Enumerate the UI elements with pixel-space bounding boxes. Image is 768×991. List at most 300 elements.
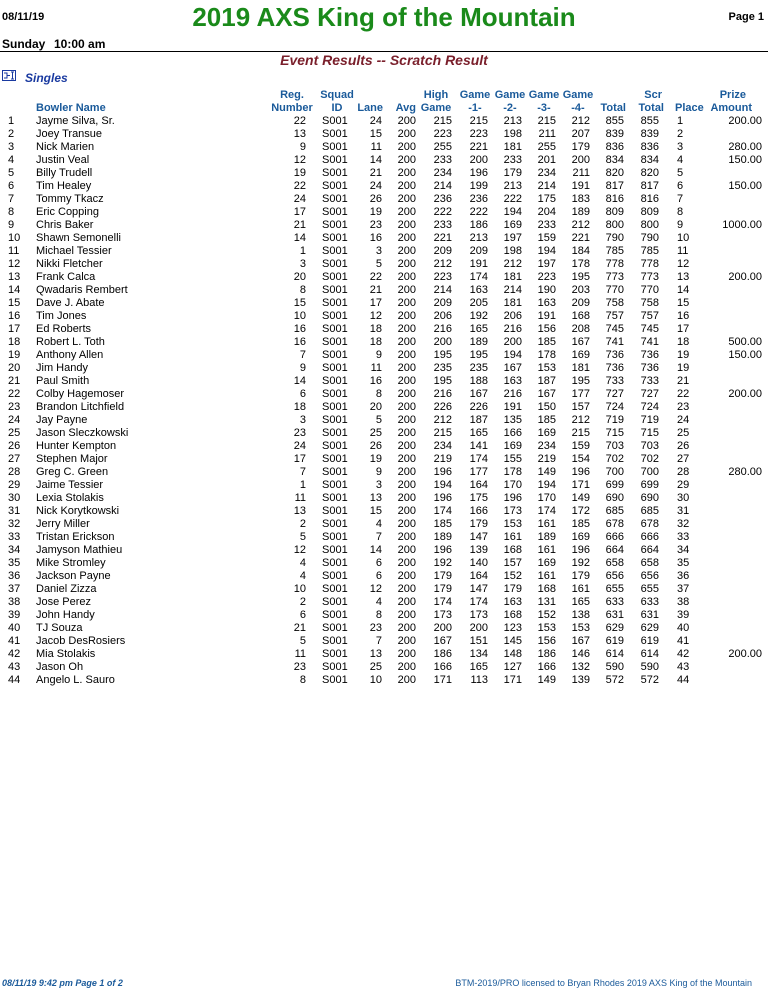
table-row	[0, 180, 768, 193]
cell-high: 196	[433, 466, 452, 478]
cell-scr-total: 855	[640, 115, 659, 127]
cell-game3: 159	[537, 232, 556, 244]
cell-game3: 186	[537, 648, 556, 660]
cell-total: 572	[605, 674, 624, 686]
cell-name: Colby Hagemoser	[36, 388, 125, 400]
cell-name: Nick Marien	[36, 141, 95, 153]
cell-place: 3	[677, 141, 684, 153]
cell-total: 741	[605, 336, 624, 348]
col-g1-top: Game	[459, 89, 491, 101]
cell-game3: 161	[537, 570, 556, 582]
cell-game2: 198	[503, 128, 522, 140]
cell-name: Angelo L. Sauro	[36, 674, 115, 686]
cell-game4: 177	[571, 388, 590, 400]
cell-total: 855	[605, 115, 624, 127]
cell-name: Ed Roberts	[36, 323, 92, 335]
cell-scr-total: 590	[640, 661, 659, 673]
cell-reg: 13	[293, 505, 306, 517]
cell-place: 33	[677, 531, 690, 543]
cell-high: 171	[433, 674, 452, 686]
cell-game4: 161	[571, 583, 590, 595]
cell-place: 5	[677, 167, 684, 179]
cell-avg: 200	[397, 492, 416, 504]
cell-place: 32	[677, 518, 690, 530]
cell-avg: 200	[397, 531, 416, 543]
cell-game1: 164	[469, 570, 488, 582]
cell-game2: 196	[503, 492, 522, 504]
cell-avg: 200	[397, 245, 416, 257]
table-row	[0, 362, 768, 375]
col-squad-bottom: ID	[331, 102, 343, 114]
cell-game4: 132	[571, 661, 590, 673]
cell-total: 700	[605, 466, 624, 478]
cell-reg: 4	[299, 557, 306, 569]
cell-game4: 189	[571, 206, 590, 218]
cell-rank: 35	[8, 557, 21, 569]
cell-name: Jay Payne	[36, 414, 88, 426]
cell-game3: 201	[537, 154, 556, 166]
cell-lane: 14	[369, 154, 382, 166]
cell-high: 209	[433, 297, 452, 309]
cell-lane: 5	[375, 258, 382, 270]
cell-reg: 10	[293, 583, 306, 595]
cell-rank: 37	[8, 583, 21, 595]
cell-name: Eric Copping	[36, 206, 99, 218]
cell-avg: 200	[397, 518, 416, 530]
cell-place: 24	[677, 414, 690, 426]
cell-lane: 7	[375, 531, 382, 543]
cell-squad: S001	[322, 232, 348, 244]
cell-game2: 233	[503, 154, 522, 166]
cell-lane: 11	[370, 141, 382, 153]
cell-name: Hunter Kempton	[36, 440, 117, 452]
cell-game2: 166	[503, 427, 522, 439]
cell-place: 38	[677, 596, 690, 608]
cell-total: 724	[605, 401, 624, 413]
cell-game2: 216	[503, 323, 522, 335]
cell-lane: 10	[369, 674, 382, 686]
cell-game3: 169	[537, 427, 556, 439]
cell-game1: 209	[469, 245, 488, 257]
cell-scr-total: 727	[640, 388, 659, 400]
cell-high: 236	[433, 193, 452, 205]
cell-scr-total: 778	[640, 258, 659, 270]
cell-rank: 11	[8, 245, 20, 257]
cell-game4: 212	[571, 414, 590, 426]
table-row	[0, 661, 768, 674]
cell-reg: 22	[293, 115, 306, 127]
cell-rank: 1	[8, 115, 15, 127]
cell-lane: 7	[375, 635, 382, 647]
cell-game4: 168	[571, 310, 590, 322]
cell-rank: 17	[8, 323, 21, 335]
cell-reg: 16	[293, 323, 306, 335]
cell-avg: 200	[397, 609, 416, 621]
cell-game1: 113	[470, 674, 488, 686]
cell-scr-total: 685	[640, 505, 659, 517]
table-row	[0, 609, 768, 622]
cell-lane: 25	[369, 661, 382, 673]
cell-high: 216	[433, 323, 452, 335]
cell-avg: 200	[397, 674, 416, 686]
cell-total: 758	[605, 297, 624, 309]
cell-scr-total: 736	[640, 362, 659, 374]
cell-high: 214	[433, 180, 452, 192]
results-table	[0, 115, 768, 687]
cell-squad: S001	[322, 128, 348, 140]
cell-game2: 152	[503, 570, 522, 582]
cell-avg: 200	[397, 284, 416, 296]
table-row	[0, 414, 768, 427]
cell-squad: S001	[322, 219, 348, 231]
cell-scr-total: 839	[640, 128, 659, 140]
cell-high: 233	[433, 219, 452, 231]
cell-game2: 179	[503, 167, 522, 179]
cell-total: 733	[605, 375, 624, 387]
cell-lane: 21	[369, 167, 382, 179]
table-row	[0, 388, 768, 401]
cell-rank: 36	[8, 570, 21, 582]
cell-avg: 200	[397, 349, 416, 361]
cell-reg: 6	[299, 388, 306, 400]
cell-game2: 206	[503, 310, 522, 322]
cell-rank: 30	[8, 492, 21, 504]
cell-game2: 191	[503, 401, 522, 413]
cell-reg: 14	[293, 375, 306, 387]
cell-reg: 15	[293, 297, 306, 309]
cell-squad: S001	[322, 479, 348, 491]
cell-game1: 141	[469, 440, 488, 452]
col-g2-top: Game	[494, 89, 526, 101]
cell-scr-total: 715	[640, 427, 659, 439]
col-g2-bottom: -2-	[503, 102, 517, 114]
cell-game4: 178	[571, 258, 590, 270]
table-row	[0, 596, 768, 609]
cell-lane: 18	[369, 336, 382, 348]
cell-game1: 205	[469, 297, 488, 309]
cell-reg: 9	[299, 141, 306, 153]
cell-rank: 41	[8, 635, 21, 647]
table-row	[0, 375, 768, 388]
cell-game2: 145	[503, 635, 522, 647]
cell-game4: 183	[571, 193, 590, 205]
cell-avg: 200	[397, 479, 416, 491]
table-row	[0, 206, 768, 219]
cell-reg: 2	[299, 518, 306, 530]
cell-avg: 200	[397, 193, 416, 205]
cell-total: 816	[605, 193, 624, 205]
cell-game1: 164	[469, 479, 488, 491]
cell-game2: 155	[503, 453, 522, 465]
cell-squad: S001	[322, 180, 348, 192]
cell-rank: 3	[8, 141, 15, 153]
cell-place: 15	[677, 297, 690, 309]
table-row	[0, 271, 768, 284]
cell-reg: 22	[293, 180, 306, 192]
cell-high: 174	[433, 596, 452, 608]
cell-game4: 212	[571, 219, 590, 231]
cell-game1: 165	[469, 427, 488, 439]
cell-reg: 3	[299, 258, 306, 270]
cell-squad: S001	[322, 362, 348, 374]
table-row	[0, 674, 768, 687]
cell-place: 41	[677, 635, 690, 647]
cell-squad: S001	[322, 440, 348, 452]
cell-game2: 148	[503, 648, 522, 660]
cell-game3: 170	[537, 492, 556, 504]
cell-high: 174	[433, 505, 452, 517]
cell-game4: 167	[571, 336, 590, 348]
cell-scr-total: 773	[640, 271, 659, 283]
cell-game1: 192	[469, 310, 488, 322]
cell-high: 212	[433, 258, 452, 270]
cell-game4: 195	[571, 375, 590, 387]
cell-squad: S001	[322, 492, 348, 504]
cell-game2: 153	[503, 518, 522, 530]
cell-prize: 200.00	[728, 648, 762, 660]
cell-game2: 216	[503, 388, 522, 400]
cell-rank: 4	[8, 154, 15, 166]
cell-game2: 181	[503, 297, 522, 309]
cell-avg: 200	[397, 414, 416, 426]
cell-game4: 138	[571, 609, 590, 621]
cell-game3: 223	[537, 271, 556, 283]
cell-game4: 154	[571, 453, 590, 465]
cell-rank: 14	[8, 284, 21, 296]
cell-avg: 200	[397, 570, 416, 582]
table-row	[0, 466, 768, 479]
cell-scr-total: 790	[640, 232, 659, 244]
cell-game4: 212	[571, 115, 590, 127]
footer-timestamp: 08/11/19 9:42 pm Page 1 of 2	[2, 978, 123, 988]
cell-avg: 200	[397, 141, 416, 153]
report-title: 2019 AXS King of the Mountain	[192, 2, 576, 32]
cell-reg: 7	[299, 349, 306, 361]
cell-avg: 200	[397, 635, 416, 647]
cell-high: 195	[433, 349, 452, 361]
col-g3-bottom: -3-	[537, 102, 551, 114]
cell-prize: 200.00	[728, 271, 762, 283]
footer-license: BTM-2019/PRO licensed to Bryan Rhodes 2019 AXS King of the Mountain	[455, 978, 752, 988]
cell-scr-total: 666	[640, 531, 659, 543]
cell-squad: S001	[322, 401, 348, 413]
table-row	[0, 583, 768, 596]
table-row	[0, 193, 768, 206]
cell-avg: 200	[397, 401, 416, 413]
cell-rank: 29	[8, 479, 21, 491]
cell-game2: 179	[503, 583, 522, 595]
cell-game3: 131	[537, 596, 556, 608]
table-row	[0, 570, 768, 583]
cell-squad: S001	[322, 557, 348, 569]
cell-game3: 156	[537, 323, 556, 335]
table-row	[0, 141, 768, 154]
cell-lane: 6	[375, 557, 382, 569]
cell-rank: 32	[8, 518, 21, 530]
cell-game4: 169	[571, 531, 590, 543]
cell-squad: S001	[322, 505, 348, 517]
col-g3-top: Game	[528, 89, 560, 101]
cell-reg: 20	[293, 271, 306, 283]
cell-place: 31	[677, 505, 690, 517]
table-row	[0, 154, 768, 167]
cell-lane: 23	[369, 219, 382, 231]
cell-game2: 161	[503, 531, 522, 543]
cell-avg: 200	[397, 661, 416, 673]
cell-game1: 147	[469, 531, 488, 543]
cell-game3: 215	[537, 115, 556, 127]
cell-total: 745	[605, 323, 624, 335]
table-row	[0, 310, 768, 323]
cell-game4: 207	[571, 128, 590, 140]
cell-squad: S001	[322, 388, 348, 400]
cell-game2: 168	[503, 609, 522, 621]
cell-avg: 200	[397, 310, 416, 322]
cell-high: 219	[433, 453, 452, 465]
cell-avg: 200	[397, 362, 416, 374]
cell-game1: 140	[469, 557, 488, 569]
cell-game1: 179	[469, 518, 488, 530]
cell-reg: 24	[293, 440, 306, 452]
cell-total: 834	[605, 154, 624, 166]
cell-place: 40	[677, 622, 690, 634]
cell-scr-total: 836	[640, 141, 659, 153]
cell-total: 666	[605, 531, 624, 543]
cell-game1: 189	[469, 336, 488, 348]
cell-place: 35	[677, 557, 690, 569]
cell-scr-total: 741	[640, 336, 659, 348]
cell-scr-total: 631	[640, 609, 659, 621]
cell-reg: 14	[293, 232, 306, 244]
col-scr-bottom: Total	[638, 102, 664, 114]
cell-place: 13	[677, 271, 690, 283]
cell-high: 189	[433, 531, 452, 543]
cell-game4: 181	[571, 362, 590, 374]
cell-name: Anthony Allen	[36, 349, 104, 361]
cell-place: 6	[677, 180, 684, 192]
cell-lane: 16	[369, 232, 382, 244]
cell-game3: 190	[537, 284, 556, 296]
cell-game2: 222	[503, 193, 522, 205]
cell-total: 703	[605, 440, 624, 452]
cell-name: Nick Korytkowski	[36, 505, 120, 517]
cell-game3: 233	[537, 219, 556, 231]
cell-rank: 31	[8, 505, 21, 517]
cell-lane: 4	[375, 518, 382, 530]
cell-total: 773	[605, 271, 624, 283]
col-g1-bottom: -1-	[468, 102, 482, 114]
cell-high: 206	[433, 310, 452, 322]
table-row	[0, 453, 768, 466]
cell-high: 235	[433, 362, 452, 374]
cell-total: 655	[605, 583, 624, 595]
cell-name: Mia Stolakis	[36, 648, 96, 660]
cell-place: 14	[677, 284, 690, 296]
cell-place: 39	[677, 609, 690, 621]
cell-game3: 149	[537, 674, 556, 686]
cell-total: 817	[605, 180, 624, 192]
cell-squad: S001	[322, 297, 348, 309]
cell-game1: 174	[469, 596, 488, 608]
cell-avg: 200	[397, 323, 416, 335]
cell-avg: 200	[397, 544, 416, 556]
cell-game4: 157	[571, 401, 590, 413]
cell-reg: 21	[293, 622, 306, 634]
cell-game4: 153	[571, 622, 590, 634]
cell-total: 715	[605, 427, 624, 439]
table-row	[0, 635, 768, 648]
cell-name: Jacob DesRosiers	[36, 635, 126, 647]
col-prize-bottom: Amount	[710, 102, 752, 114]
cell-game3: 185	[537, 336, 556, 348]
table-row	[0, 167, 768, 180]
cell-high: 209	[433, 245, 452, 257]
cell-game2: 178	[503, 466, 522, 478]
cell-name: Frank Calca	[36, 271, 96, 283]
cell-game4: 167	[571, 635, 590, 647]
cell-game1: 213	[469, 232, 488, 244]
cell-lane: 24	[369, 115, 382, 127]
cell-reg: 18	[293, 401, 306, 413]
cell-reg: 13	[293, 128, 306, 140]
cell-game3: 191	[537, 310, 556, 322]
col-high-top: High	[423, 89, 449, 101]
cell-prize: 200.00	[728, 388, 762, 400]
cell-reg: 23	[293, 427, 306, 439]
cell-scr-total: 633	[640, 596, 659, 608]
table-row	[0, 349, 768, 362]
cell-game4: 149	[571, 492, 590, 504]
cell-high: 215	[433, 115, 452, 127]
cell-game4: 209	[571, 297, 590, 309]
cell-game4: 165	[571, 596, 590, 608]
cell-avg: 200	[397, 440, 416, 452]
cell-game1: 139	[469, 544, 488, 556]
cell-scr-total: 834	[640, 154, 659, 166]
table-row	[0, 518, 768, 531]
cell-high: 196	[433, 544, 452, 556]
table-row	[0, 232, 768, 245]
cell-squad: S001	[322, 414, 348, 426]
cell-avg: 200	[397, 115, 416, 127]
cell-game4: 200	[571, 154, 590, 166]
cell-rank: 13	[8, 271, 21, 283]
cell-place: 36	[677, 570, 690, 582]
cell-name: Dave J. Abate	[36, 297, 105, 309]
cell-squad: S001	[322, 375, 348, 387]
cell-high: 186	[433, 648, 452, 660]
cell-squad: S001	[322, 258, 348, 270]
cell-avg: 200	[397, 596, 416, 608]
cell-avg: 200	[397, 154, 416, 166]
cell-game2: 213	[503, 180, 522, 192]
cell-game3: 219	[537, 453, 556, 465]
cell-game4: 179	[571, 570, 590, 582]
table-row	[0, 245, 768, 258]
cell-game3: 161	[537, 518, 556, 530]
cell-total: 633	[605, 596, 624, 608]
table-row	[0, 440, 768, 453]
cell-total: 785	[605, 245, 624, 257]
cell-squad: S001	[322, 674, 348, 686]
cell-game3: 234	[537, 167, 556, 179]
cell-rank: 33	[8, 531, 21, 543]
cell-game3: 204	[537, 206, 556, 218]
cell-lane: 9	[375, 349, 382, 361]
cell-reg: 8	[299, 674, 306, 686]
cell-reg: 12	[293, 544, 306, 556]
cell-game2: 167	[503, 362, 522, 374]
